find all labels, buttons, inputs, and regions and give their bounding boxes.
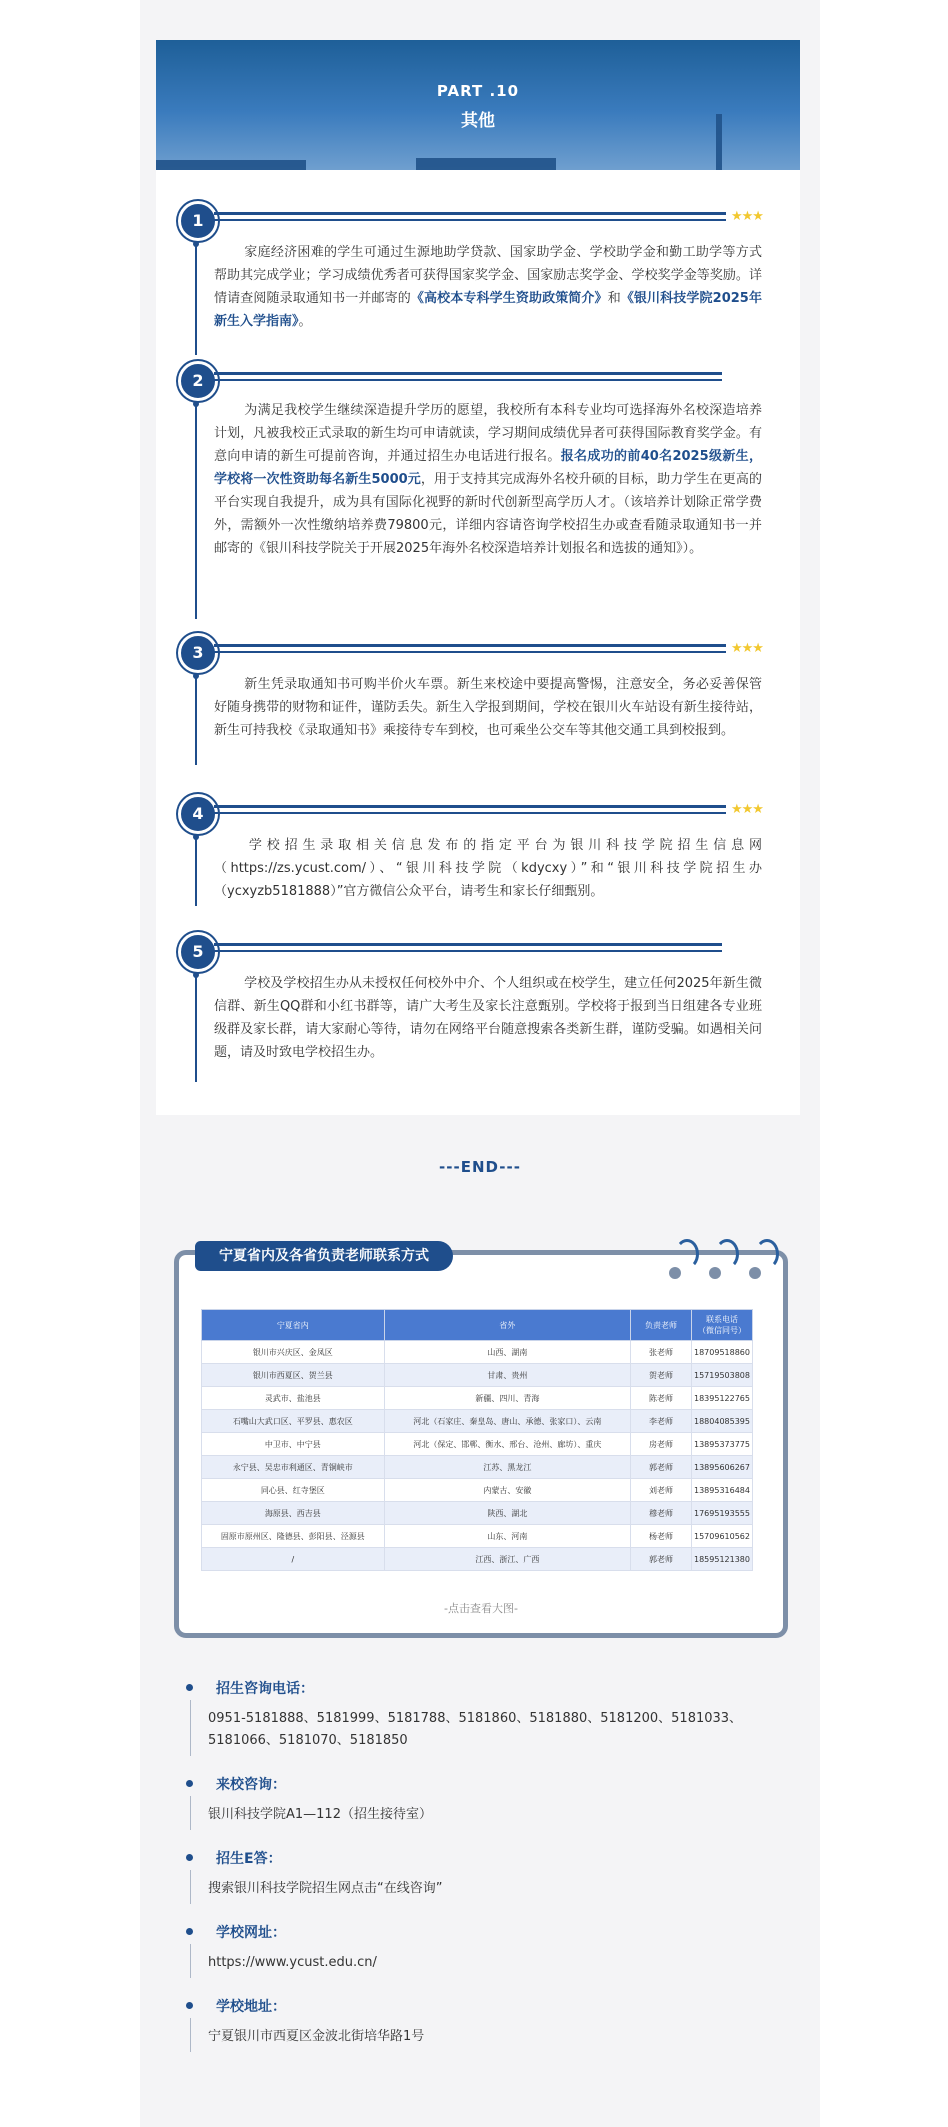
table-cell: 杨老师 [631,1525,692,1548]
star-icon: ★★★ [731,802,763,817]
info-guide-line [190,1700,191,1756]
table-cell: 银川市西夏区、贺兰县 [202,1364,385,1387]
binder-ring-icon [755,1239,779,1269]
section-text [214,972,762,1064]
end-marker: ---END--- [439,1158,521,1176]
star-icon: ★★★ [731,209,763,224]
table-cell: 李老师 [631,1410,692,1433]
section-guide-line [195,241,197,355]
table-cell: 18595121380 [692,1548,753,1571]
info-guide-line [190,2018,191,2052]
page-title: 其他 [461,111,495,131]
table-cell: 15719503808 [692,1364,753,1387]
info-online [190,1848,770,1898]
table-cell: 13895606267 [692,1456,753,1479]
bullet-dot-icon [186,1684,193,1691]
info-heading: 来校咨询： [216,1777,286,1793]
table-cell: 银川市兴庆区、金凤区 [202,1341,385,1364]
table-row [202,1479,753,1502]
section-text [214,834,762,903]
table-row [202,1548,753,1571]
section-guide-line [195,834,197,906]
text-run: 学校招生录取相关信息发布的指定平台为银川科技学院招生信息网（https://zs.ycust.com/）、“银川科技学院（kdycxy）”和“银川科技学院招生办（ycxyzb5181888）”官方微信公众平台，请考生和家长仔细甄别。 [214,838,762,899]
section-number-badge: 3 [178,633,218,673]
star-icon: ★★★ [731,641,763,656]
building-silhouette [416,158,556,170]
column-header: 联系电话 （微信同号） [692,1310,753,1341]
table-cell: 穆老师 [631,1502,692,1525]
part-label: PART .10 [436,82,520,100]
section-guide-line [195,972,197,1082]
info-value: 宁夏银川市西夏区金波北街培华路1号 [208,2029,425,2044]
bullet-dot-icon [186,1854,193,1861]
section-number-badge: 1 [178,201,218,241]
info-heading: 学校地址： [216,1999,286,2015]
table-cell: 张老师 [631,1341,692,1364]
table-cell: 石嘴山大武口区、平罗县、惠农区 [202,1410,385,1433]
column-header: 省外 [384,1310,630,1341]
column-header: 宁夏省内 [202,1310,385,1341]
table-row [202,1525,753,1548]
table-cell: / [202,1548,385,1571]
info-value: 银川科技学院A1—112（招生接待室） [208,1807,432,1822]
binder-hole-icon [709,1267,721,1279]
binder-ring-icon [715,1239,739,1269]
info-heading: 招生E答： [216,1851,282,1867]
contact-title: 宁夏省内及各省负责老师联系方式 [195,1241,453,1271]
table-cell: 贺老师 [631,1364,692,1387]
contact-table [201,1309,753,1571]
table-row [202,1410,753,1433]
section-divider [214,372,722,384]
binder-ring-icon [675,1239,699,1269]
text-run: 为满足我校学生继续深造提升学历的愿望，我校所有本科专业均可选择海外名校深造培养计划，凡被我校正式录取的新生均可申请就读，学习期间成绩优异者可获得国际教育奖学金。有意向申请的新生可提前咨询，并通过招生办电话进行报名。 [214,403,762,464]
column-header: 负责老师 [631,1310,692,1341]
info-website [190,1922,770,1972]
info-phone [190,1678,770,1762]
table-cell: 内蒙古、安徽 [384,1479,630,1502]
section-number-badge: 4 [178,794,218,834]
table-cell: 固原市原州区、隆德县、彭阳县、泾源县 [202,1525,385,1548]
table-cell: 山西、湖南 [384,1341,630,1364]
table-row [202,1341,753,1364]
policy-link[interactable]: 《高校本专科学生资助政策简介》 [410,291,608,306]
building-silhouette [156,160,306,170]
part-banner [156,40,800,170]
table-row [202,1364,753,1387]
table-cell: 17695193555 [692,1502,753,1525]
table-cell: 新疆、四川、青海 [384,1387,630,1410]
table-cell: 18709518860 [692,1341,753,1364]
page [140,0,820,2127]
text-run: 和 [607,291,621,306]
table-row [202,1456,753,1479]
table-cell: 郭老师 [631,1456,692,1479]
text-run: 家庭经济困难的学生可通过生源地助学贷款、国家助学金、学校助学金和勤工助学等方式帮助其完成学业；学习成绩优秀者可获得国家奖学金、国家励志奖学金、学校奖学金等奖励。详情请查阅随录取通知书一并邮寄的 [214,245,762,306]
view-large-image-link[interactable]: -点击查看大图- [444,1602,518,1615]
text-run: 。 [298,314,312,329]
text-run: ，用于支持其完成海外名校升硕的目标，助力学生在更高的平台实现自我提升，成为具有国际化视野的新时代创新型高学历人才。（该培养计划除正常学费外，需额外一次性缴纳培养费79800元，详细内容请咨询学校招生办或查看随录取通知书一并邮寄的《银川科技学院关于开展2025年海外名校深造培养计划报名和选拔的通知》）。 [214,472,762,556]
table-cell: 江苏、黑龙江 [384,1456,630,1479]
table-cell: 陈老师 [631,1387,692,1410]
table-cell: 河北（保定、邯郸、衡水、邢台、沧州、廊坊）、重庆 [384,1433,630,1456]
table-cell: 13895373775 [692,1433,753,1456]
info-heading: 学校网址： [216,1925,286,1941]
info-visit [190,1774,770,1824]
table-cell: 刘老师 [631,1479,692,1502]
binder-hole-icon [749,1267,761,1279]
info-address [190,1996,770,2046]
bullet-dot-icon [186,1780,193,1787]
section-text [214,673,762,742]
section-number-badge: 2 [178,361,218,401]
guide-link[interactable]: 《银川科技学院2025年新生入学指南》 [214,291,762,329]
highlight-text: 报名成功的前40名2025级新生，学校将一次性资助每名新生5000元 [214,449,762,487]
website-link[interactable]: https://www.ycust.edu.cn/ [208,1955,377,1970]
table-cell: 海原县、西吉县 [202,1502,385,1525]
content-card [156,170,800,1115]
bullet-dot-icon [186,2002,193,2009]
table-cell: 江西、浙江、广西 [384,1548,630,1571]
table-cell: 13895316484 [692,1479,753,1502]
table-row [202,1433,753,1456]
section-number-badge: 5 [178,932,218,972]
table-cell: 18804085395 [692,1410,753,1433]
section-divider [214,943,722,955]
table-cell: 房老师 [631,1433,692,1456]
info-heading: 招生咨询电话： [216,1681,314,1697]
table-cell: 永宁县、吴忠市利通区、青铜峡市 [202,1456,385,1479]
section-guide-line [195,673,197,765]
info-guide-line [190,1796,191,1830]
section-text [214,399,762,560]
text-run: 新生凭录取通知书可购半价火车票。新生来校途中要提高警惕，注意安全，务必妥善保管好随身携带的财物和证件，谨防丢失。新生入学报到期间，学校在银川火车站设有新生接待站，新生可持我校《录取通知书》乘接待专车到校，也可乘坐公交车等其他交通工具到校报到。 [214,677,762,738]
table-row [202,1502,753,1525]
section-divider [214,644,726,656]
table-cell: 15709610562 [692,1525,753,1548]
table-cell: 甘肃、贵州 [384,1364,630,1387]
table-cell: 河北（石家庄、秦皇岛、唐山、承德、张家口）、云南 [384,1410,630,1433]
section-guide-line [195,401,197,619]
table-cell: 陕西、湖北 [384,1502,630,1525]
table-cell: 中卫市、中宁县 [202,1433,385,1456]
section-divider [214,805,726,817]
info-value: 0951-5181888、5181999、5181788、5181860、5181880、5181200、5181033、5181066、5181070、5181850 [208,1711,743,1748]
table-row [202,1387,753,1410]
table-cell: 灵武市、盐池县 [202,1387,385,1410]
table-cell: 同心县、红寺堡区 [202,1479,385,1502]
section-divider [214,212,726,224]
table-cell: 山东、河南 [384,1525,630,1548]
info-guide-line [190,1870,191,1904]
text-run: 学校及学校招生办从未授权任何校外中介、个人组织或在校学生，建立任何2025年新生微信群、新生QQ群和小红书群等，请广大考生及家长注意甄别。学校将于报到当日组建各专业班级群及家长群，请大家耐心等待，请勿在网络平台随意搜索各类新生群，谨防受骗。如遇相关问题，请及时致电学校招生办。 [214,976,762,1060]
contact-card[interactable] [174,1250,788,1638]
table-cell: 18395122765 [692,1387,753,1410]
bullet-dot-icon [186,1928,193,1935]
info-value: 搜索银川科技学院招生网点击“在线咨询” [208,1881,443,1896]
info-guide-line [190,1944,191,1978]
binder-hole-icon [669,1267,681,1279]
table-cell: 郭老师 [631,1548,692,1571]
section-text [214,241,762,333]
